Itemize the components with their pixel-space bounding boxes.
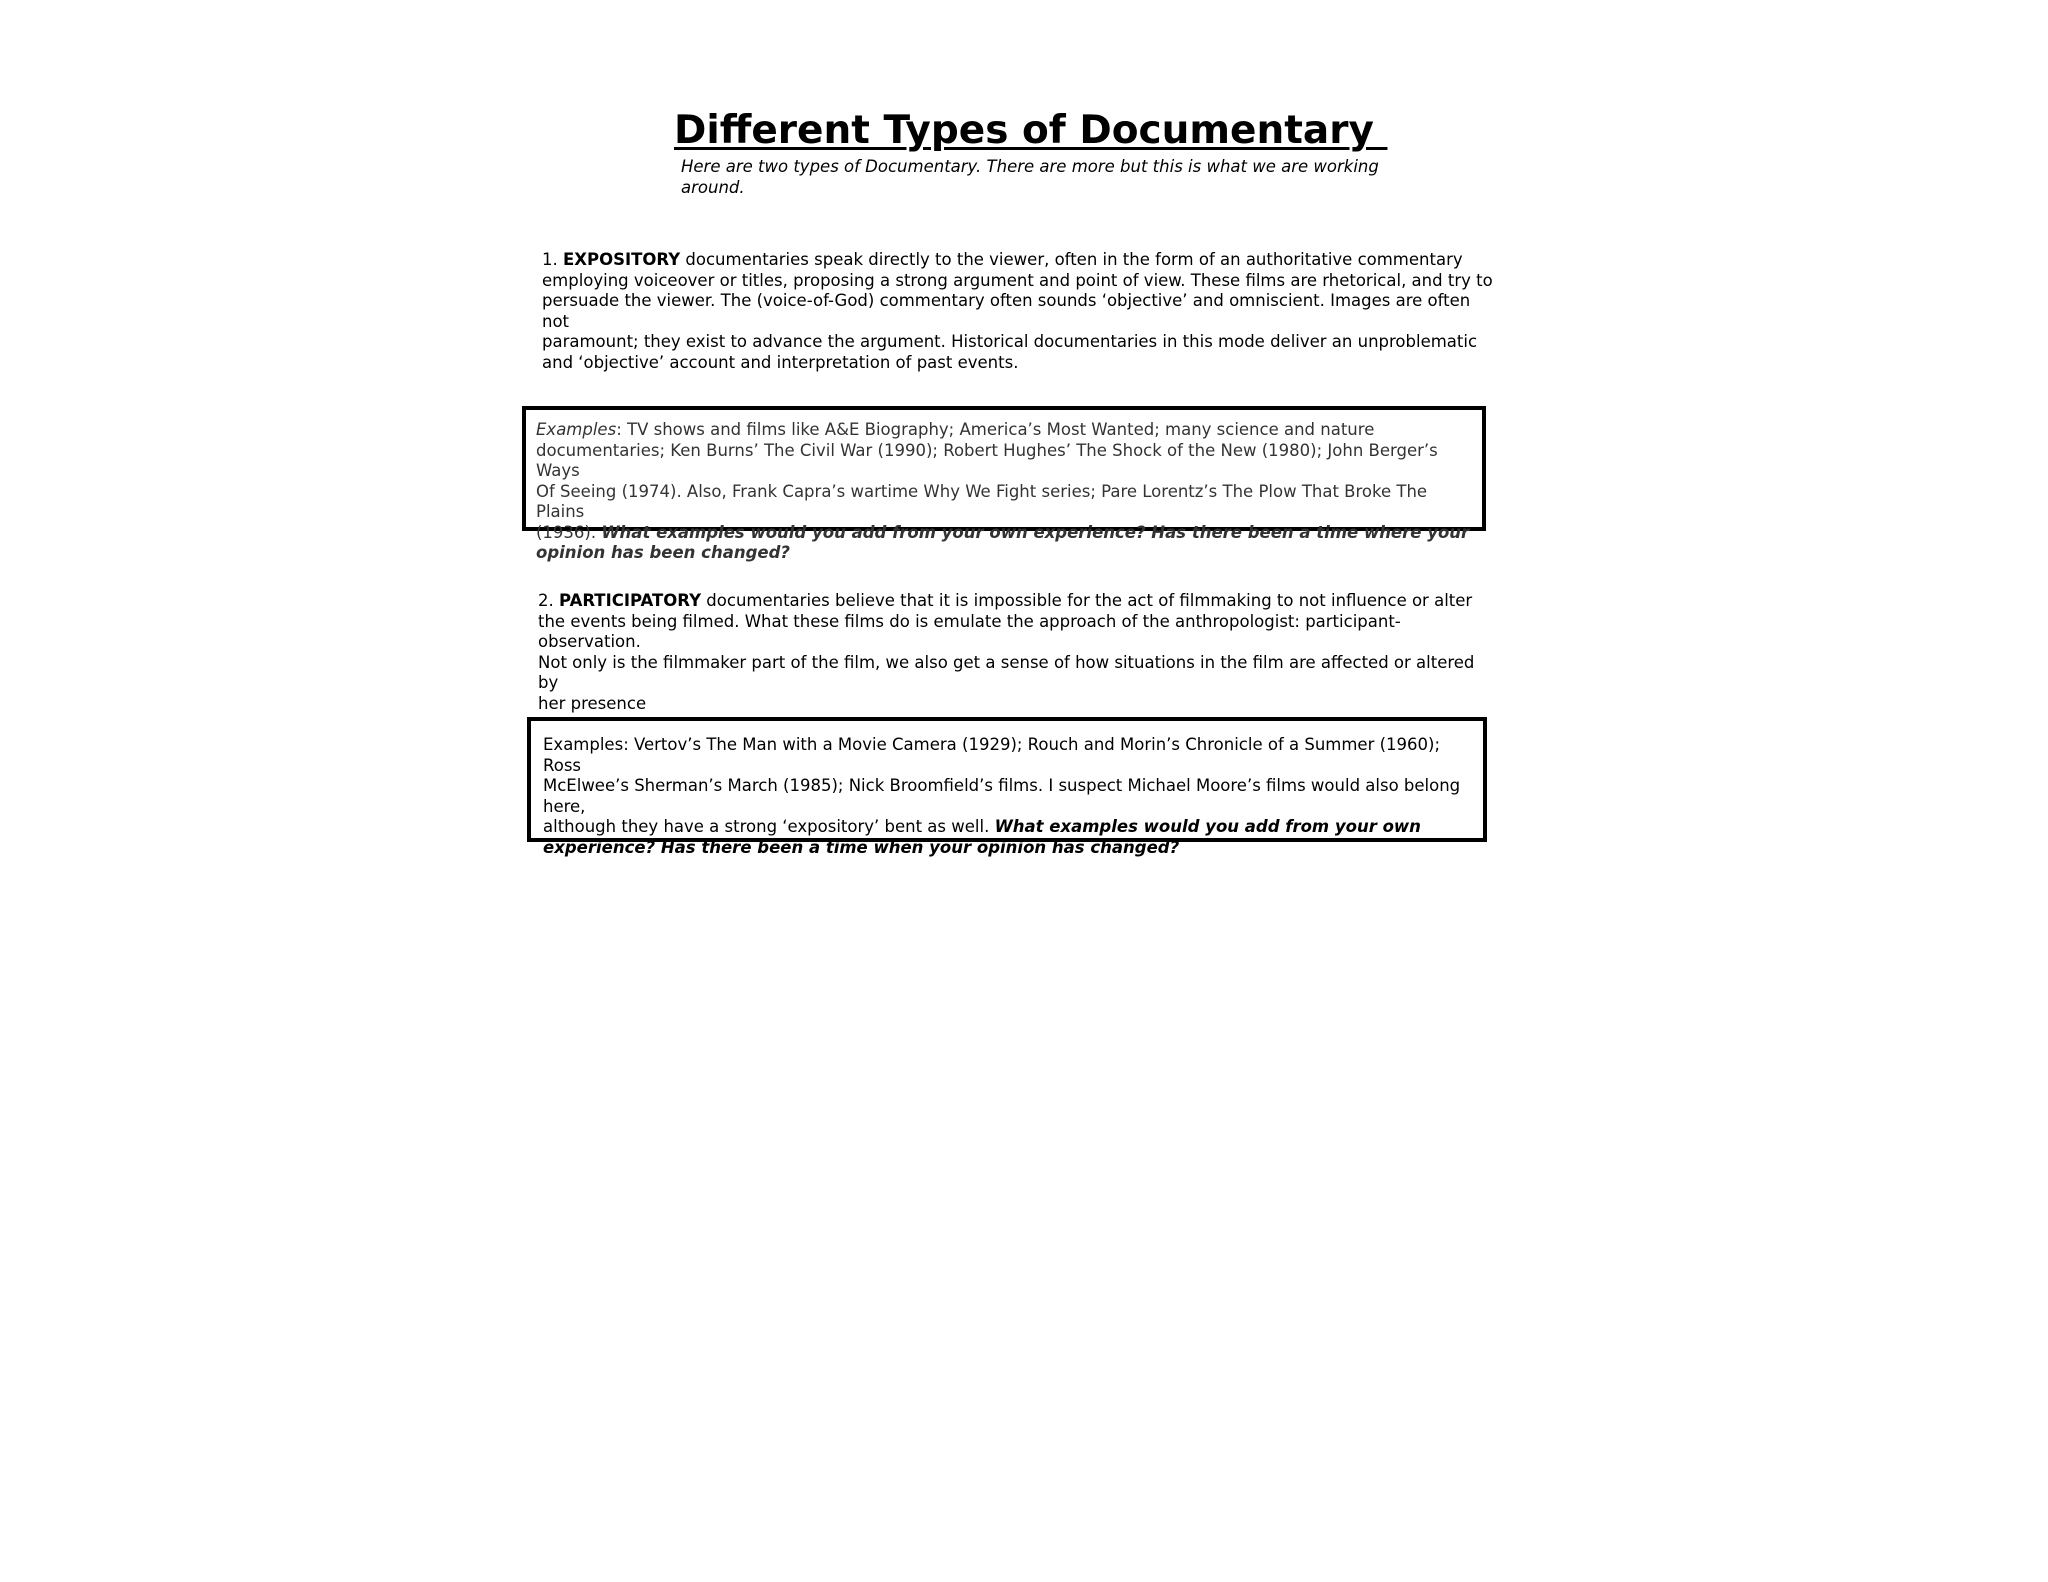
participatory-examples-text [543, 735, 1477, 858]
participatory-examples-box [527, 717, 1487, 857]
expository-examples-text [536, 420, 1472, 564]
participatory-text: documentaries believe that it is impossible for the act of filmmaking to not influence or alter the events being filmed. What these films do is emulate the approach of the anthropologist: participant-observation. Not only is the filmmaker part of the film, we also get a sense of how situations in the film are affected or altered by her presence [538, 591, 1475, 713]
participatory-description [538, 591, 1498, 714]
expository-text: documentaries speak directly to the viewer, often in the form of an authoritative commentary employing voiceover or titles, proposing a strong argument and point of view. These films are rhetorical, and try to persuade the viewer. The (voice-of-God) commentary often sounds ‘objective’ and omniscient. Images are often not paramount; they exist to advance the argument. Historical documentaries in this mode deliver an unproblematic and ‘objective’ account and interpretation of past events. [542, 250, 1493, 372]
section-number: 1. [542, 250, 563, 269]
examples-question: What examples would you add from your own experience? Has there been a time when your opinion has changed? [543, 817, 1421, 857]
expository-term: EXPOSITORY [563, 250, 681, 269]
expository-examples-box [522, 406, 1486, 562]
examples-question: What examples would you add from your own experience? Has there been a time where your opinion has been changed? [536, 522, 1470, 562]
page-title: Different Types of Documentary [674, 108, 1388, 153]
examples-list: : Vertov’s The Man with a Movie Camera (1929); Rouch and Morin’s Chronicle of a Summer (1960); Ross McElwee’s Sherman’s March (1985); Nick Broomfield’s films. I suspect Michael Moore’s films would also belong here, although they have a strong ‘expository’ bent as well. [543, 735, 1461, 836]
participatory-term: PARTICIPATORY [559, 591, 702, 610]
examples-label: Examples [543, 735, 624, 754]
expository-description [542, 250, 1502, 373]
examples-label: Examples [536, 420, 617, 439]
examples-list: : TV shows and films like A&E Biography; America’s Most Wanted; many science and nature documentaries; Ken Burns’ The Civil War (1990); Robert Hughes’ The Shock of the New (1980); John Berger’s Ways Of Seeing (1974). Also, Frank Capra’s wartime Why We Fight series; Pare Lorentz’s The Plow That Broke The Plains (1936). [536, 420, 1438, 542]
intro-subtitle: Here are two types of Documentary. There are more but this is what we are working around. [681, 157, 1379, 197]
section-number: 2. [538, 591, 559, 610]
